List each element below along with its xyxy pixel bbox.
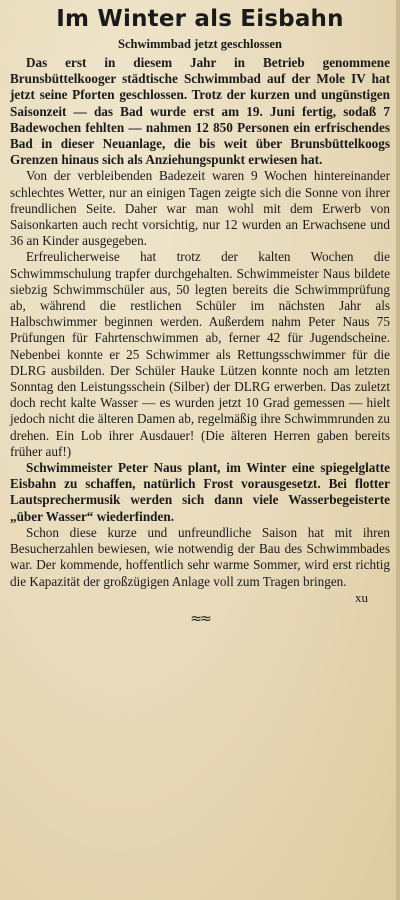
paragraph-4: Schwimmeister Peter Naus plant, im Winter eine spiegelglatte Eisbahn zu schaffen, natürlich Frost vorausgesetzt. Bei flotter Lautsprechermusik werden sich dann viele Wasserbegeisterte „über Wasser“ wiederfinden. [10,460,390,524]
paper-edge [396,0,400,900]
headline: Im Winter als Eisbahn [56,6,344,32]
paragraph-2: Von der verbleibenden Badezeit waren 9 Wochen hintereinander schlechtes Wetter, nur an einigen Tagen zeigte sich die Sonne von ihrer freundlichen Seite. Daher war man wohl mit dem Erwerb von Saisonkarten auch recht vorsichtig, nur 12 wurden an Erwachsene und 36 an Kinder ausgegeben. [10,168,390,249]
end-ornament: ≈≈ [190,610,210,627]
author-byline: xu [355,589,368,605]
lead-paragraph: Das erst in diesem Jahr in Betrieb genommene Brunsbüttelkooger städtische Schwimmbad auf der Mole IV hat jetzt seine Pforten geschlossen. Trotz der kurzen und ungünstigen Saisonzeit — das Bad wurde erst am 19. Juni fertig, sodaß 7 Badewochen fehlten — nahmen 12 850 Personen ein erfrischendes Bad in dieser Neuanlage, die bis weit über Brunsbüttelkoogs Grenzen hinaus sich als Anziehungspunkt erwiesen hat. [10,55,390,168]
paragraph-3: Erfreulicherweise hat trotz der kalten Wochen die Schwimmschulung trapfer durchgehalten. Schwimmeister Naus bildete siebzig Schwimmschüler aus, 50 legten bereits die Schwimmprüfung ab, während die restlichen Schüler im nächsten Jahr als Halbschwimmer beginnen werden. Außerdem nahm Peter Naus 75 Prüfungen für Fahrtenschwimmen ab, ferner 42 für Jugendscheine. Nebenbei konnte er 25 Schwimmer als Rettungsschwimmer für die DLRG ausbilden. Der Schüler Hauke Lützen konnte noch am letzten Sonntag den Leistungsschein (Silber) der DLRG erwerben. Das zuletzt doch recht kalte Wasser — es wurden jetzt 10 Grad gemessen — hielt jedoch nicht die älteren Damen ab, regelmäßig ihre Schwimmrunden zu drehen. Ein Lob ihrer Ausdauer! (Die älteren Herren gaben bereits früher auf!) [10,249,390,459]
paragraph-5: Schon diese kurze und unfreundliche Saison hat mit ihren Besucherzahlen bewiesen, wie notwendig der Bau des Schwimmbades war. Der kommende, hoffentlich sehr warme Sommer, wird erst richtig die Kapazität der großzügigen Anlage voll zum Tragen bringen. [10,524,390,589]
subheadline: Schwimmbad jetzt geschlossen [118,37,282,51]
